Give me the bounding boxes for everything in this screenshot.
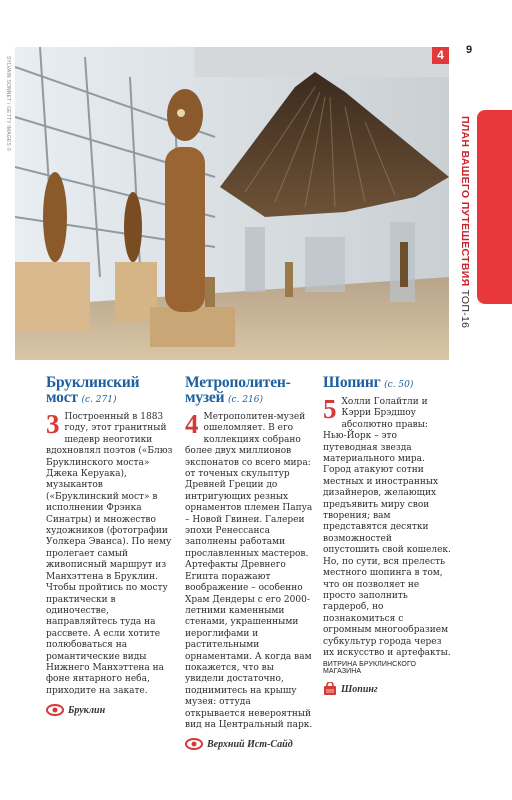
article-body: 5 Холли Голайтли и Кэрри Брэдшоу абсолютно правы: Нью-Йорк – это путеводная звезда материального мира. Город атакуют сотни местных и иностранных дизайнеров, желающих предъявить миру свои творения; вам представятся десятки возможностей опустошить свой кошелек. Но, по сути, вся прелесть местного шопинга в том, что он позволяет не просто заполнить гардероб, но познакомиться с огромным многообразием субкультур города через их искусство и артефакты. [323,394,451,658]
article-number: 3 [46,409,60,439]
photo-caption: ВИТРИНА БРУКЛИНСКОГО МАГАЗИНА [323,661,416,676]
location-tag: Бруклин [46,704,174,716]
article-number: 5 [323,394,337,424]
page-ref: (с. 271) [81,395,117,405]
page-ref: (с. 216) [228,395,264,405]
photo-badge: 4 [432,47,449,64]
article-brooklyn-bridge [46,375,174,716]
article-body: 3 Построенный в 1883 году, этот гранитный шедевр неоготики вдохновлял поэтов («Блюз Бруклинского моста» Джека Керуака), музыкантов («Бруклинский мост» в исполнении Фрэнка Синатры) и множество художников (фотографии Уолкера Эванса). По нему пролегает самый живописный маршрут из Манхэттена в Бруклин. Чтобы пройтись по мосту практически в одиночестве, направляйтесь туда на рассвете. А если хотите полюбоваться на романтические виды Нижнего Манхэттена на фоне янтарного неба, приходите на закате. [46,409,173,696]
eye-icon [46,704,64,716]
article-title: Бруклинский мост (с. 271) [46,374,140,406]
shopping-bag-icon [323,682,337,696]
article-number: 4 [185,409,199,439]
article-body: 4 Метрополитен-музей ошеломляет. В его коллекциях собрано более двух миллионов экспонатов со всего мира: от точеных скульптур Древней Греции до интригующих резных орнаментов племен Папуа – Новой Гвинеи. Галереи эпохи Ренессанса заполнены работами прославленных мастеров. Артефакты Древнего Египта поражают воображение – особенно Храм Дендеры с его 2000-летними каменными стенами, украшенными иероглифами и растительными орнаментами. А когда вам покажется, что вы увидели достаточно, поднимитесь на крышу музея: оттуда открывается невероятный вид на Центральный парк. [185,409,313,730]
museum-photo [15,47,449,360]
article-shopping [323,375,451,696]
location-tag: Верхний Ист-Сайд [185,738,313,750]
article-title: Шопинг (с. 50) [323,374,414,391]
side-title: ПЛАН ВАШЕГО ПУТЕШЕСТВИЯ ТОП-16 [459,116,471,329]
page-ref: (с. 50) [384,380,414,390]
category-tag: Шопинг [323,682,451,696]
article-metropolitan-museum [185,375,313,750]
side-tab [477,110,512,304]
page-number: 9 [466,44,473,56]
photo-credit: SYLVAIN SONNET / GETTY IMAGES © [5,56,11,152]
eye-icon [185,738,203,750]
article-title: Метрополитен-музей (с. 216) [185,374,291,406]
